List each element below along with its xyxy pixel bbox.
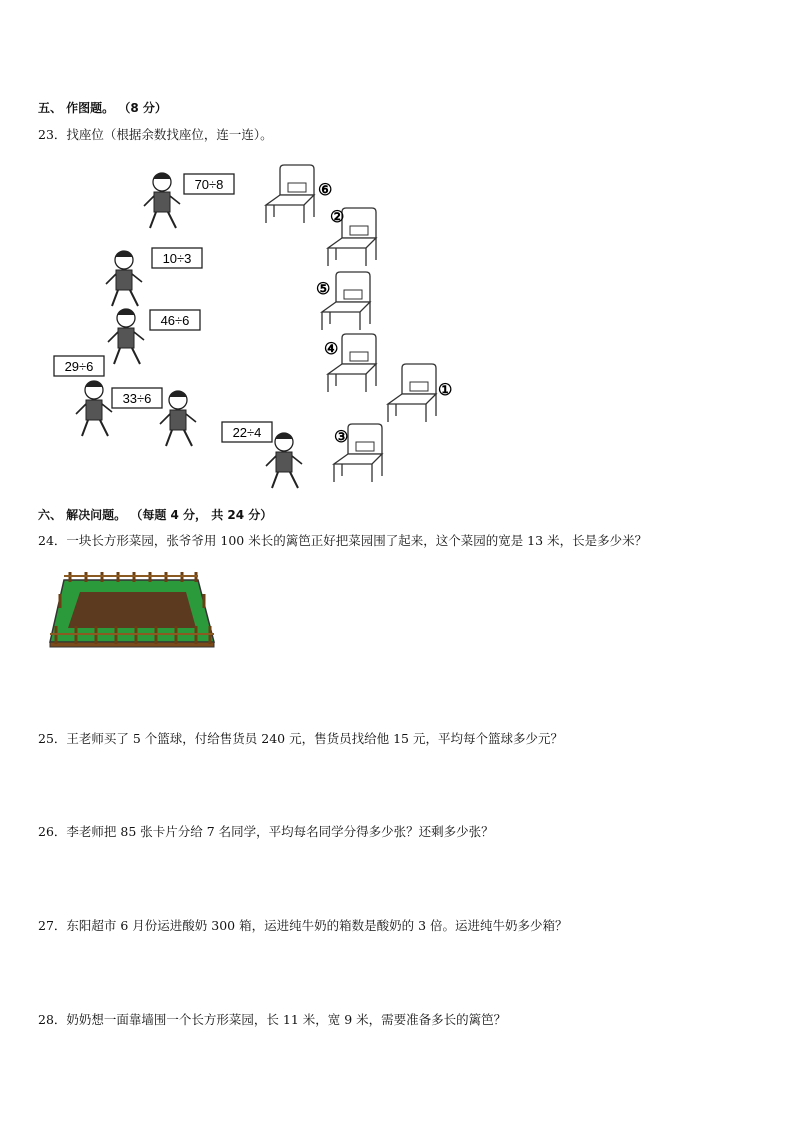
seat-number-1: ① <box>438 380 453 399</box>
fenced-garden-illustration <box>46 568 218 650</box>
chair-6 <box>266 165 314 223</box>
svg-text:10÷3: 10÷3 <box>162 251 192 266</box>
seat-matching-illustration <box>48 160 468 490</box>
seat-number-2: ② <box>330 207 345 226</box>
question-23-text: 23．找座位（根据余数找座位，连一连）。 <box>38 127 273 142</box>
expression-bubble-5 <box>112 388 162 408</box>
child-figure-4 <box>76 381 112 436</box>
chair-1 <box>388 364 436 422</box>
section-5-heading: 五、 作图题。 （8 分） <box>38 101 167 115</box>
section-6-heading: 六、 解决问题。 （每题 4 分， 共 24 分） <box>38 508 273 522</box>
child-figure-3 <box>108 309 144 364</box>
question-24-text: 24．一块长方形菜园，张爷爷用 100 米长的篱笆正好把菜园围了起来，这个菜园的宽是 13 米，长是多少米？ <box>38 533 648 548</box>
expression-bubble-2 <box>152 248 202 268</box>
svg-text:29÷6: 29÷6 <box>64 359 94 374</box>
question-26-text: 26．李老师把 85 张卡片分给 7 名同学，平均每名同学分得多少张？还剩多少张？ <box>38 824 494 839</box>
seat-number-3: ③ <box>334 427 349 446</box>
seat-number-4: ④ <box>324 339 339 358</box>
expression-bubble-6 <box>222 422 272 442</box>
seat-number-5: ⑤ <box>316 279 331 298</box>
question-28-text: 28．奶奶想一面靠墙围一个长方形菜园，长 11 米，宽 9 米，需要准备多长的篱笆？ <box>38 1012 507 1027</box>
child-figure-1 <box>144 173 180 228</box>
svg-text:46÷6: 46÷6 <box>160 313 190 328</box>
svg-text:33÷6: 33÷6 <box>122 391 152 406</box>
svg-text:70÷8: 70÷8 <box>194 177 224 192</box>
child-figure-5 <box>160 391 196 446</box>
svg-text:22÷4: 22÷4 <box>232 425 262 440</box>
child-figure-2 <box>106 251 142 306</box>
expression-bubble-3 <box>150 310 200 330</box>
question-25-text: 25．王老师买了 5 个篮球，付给售货员 240 元，售货员找给他 15 元，平均每个篮球多少元？ <box>38 731 563 746</box>
seat-number-6: ⑥ <box>318 180 333 199</box>
expression-bubble-1 <box>184 174 234 194</box>
expression-bubble-4 <box>54 356 104 376</box>
question-27-text: 27．东阳超市 6 月份运进酸奶 300 箱，运进纯牛奶的箱数是酸奶的 3 倍。运进纯牛奶多少箱？ <box>38 918 568 933</box>
